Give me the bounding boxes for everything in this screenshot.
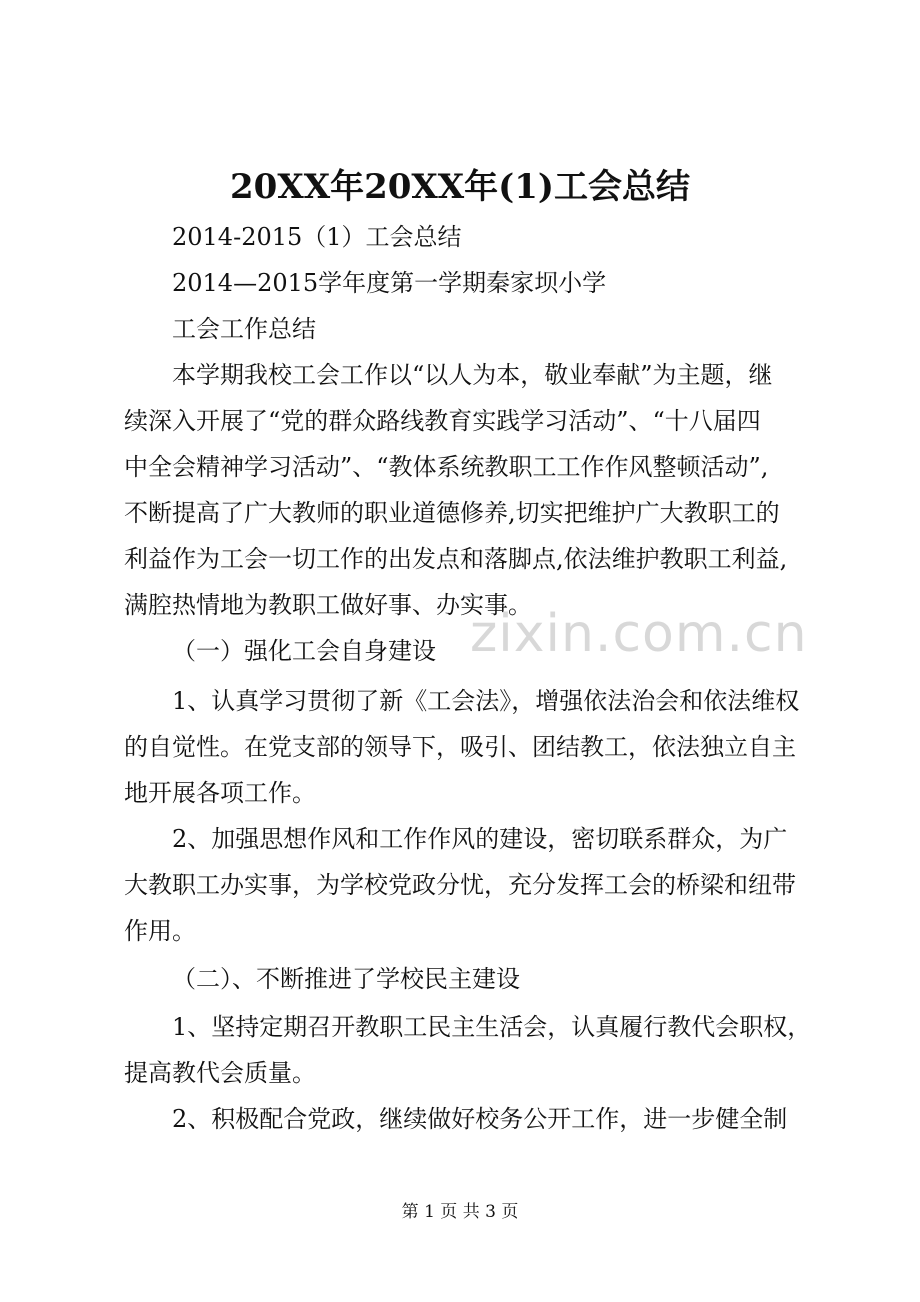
document-title: 20XX年20XX年(1)工会总结 (230, 167, 690, 207)
paragraph-line: 不断提高了广大教师的职业道德修养,切实把维护广大教职工的 (124, 499, 780, 527)
watermark: zixin.com.cn (470, 604, 808, 664)
paragraph-line: 利益作为工会一切工作的出发点和落脚点,依法维护教职工利益, (124, 545, 788, 573)
page-footer: 第 1 页 共 3 页 (401, 1202, 519, 1222)
text-line: 2014—2015学年度第一学期秦家坝小学 (172, 269, 607, 297)
paragraph-line: 1、坚持定期召开教职工民主生活会，认真履行教代会职权， (172, 1013, 812, 1041)
paragraph-line: 续深入开展了“党的群众路线教育实践学习活动”、“十八届四 (124, 407, 761, 435)
paragraph-line: 2、加强思想作风和工作作风的建设，密切联系群众，为广 (172, 825, 788, 853)
paragraph-line: 地开展各项工作。 (124, 779, 316, 807)
text-line: 2014-2015（1）工会总结 (172, 223, 462, 251)
paragraph-line: 本学期我校工会工作以“以人为本，敬业奉献”为主题，继 (172, 361, 773, 389)
paragraph-line: 2、积极配合党政，继续做好校务公开工作，进一步健全制 (172, 1105, 788, 1133)
paragraph-line: 中全会精神学习活动”、“教体系统教职工工作作风整顿活动”, (124, 453, 769, 481)
paragraph-line: 提高教代会质量。 (124, 1059, 316, 1087)
paragraph-line: 满腔热情地为教职工做好事、办实事。 (124, 591, 532, 619)
paragraph-line: 作用。 (124, 917, 196, 945)
text-line: 工会工作总结 (172, 315, 316, 343)
paragraph-line: 的自觉性。在党支部的领导下，吸引、团结教工，依法独立自主 (124, 733, 796, 761)
section-heading: （二）、不断推进了学校民主建设 (172, 965, 520, 993)
paragraph-line: 大教职工办实事，为学校党政分忧，充分发挥工会的桥梁和纽带 (124, 871, 796, 899)
section-heading: （一）强化工会自身建设 (172, 637, 436, 665)
paragraph-line: 1、认真学习贯彻了新《工会法》，增强依法治会和依法维权 (172, 687, 800, 715)
